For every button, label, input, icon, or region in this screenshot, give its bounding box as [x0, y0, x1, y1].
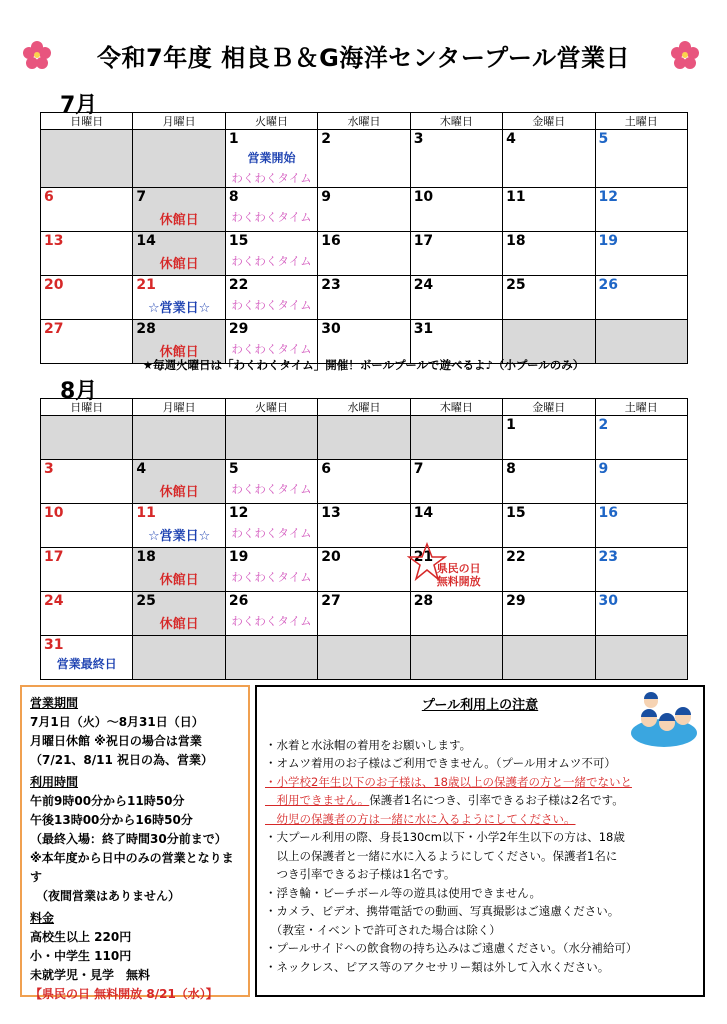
last-day-label: 営業最終日: [56, 657, 117, 671]
day-number: 28: [413, 593, 434, 609]
waku-note: ★毎週火曜日は「わくわくタイム」開催！ボールプールで遊べるよ♪（小プールのみ）: [142, 358, 585, 372]
calendar-day: [503, 188, 595, 232]
day-number: 16: [598, 505, 619, 521]
day-number: 28: [136, 321, 156, 337]
calendar-day: [225, 504, 317, 548]
waku-time-label: わくわくタイム: [231, 254, 312, 268]
hibiscus-icon: [670, 40, 700, 70]
calendar-week: [41, 460, 688, 504]
info-line: （夜間営業はありません）: [30, 889, 181, 903]
waku-time-label: わくわくタイム: [231, 526, 312, 540]
august-label: 8月: [60, 379, 98, 404]
waku-time-label: わくわくタイム: [231, 342, 312, 356]
calendar-day: [133, 548, 225, 592]
day-number: 11: [136, 505, 156, 521]
calendar-day: [410, 504, 502, 548]
info-line: 午後13時00分から16時50分: [30, 813, 193, 827]
day-number: 20: [321, 549, 341, 565]
day-number: 18: [506, 233, 526, 249]
day-number: 13: [44, 233, 64, 249]
day-number: 29: [506, 593, 526, 609]
day-number: 14: [136, 233, 156, 249]
calendar-day: [410, 636, 502, 680]
rule-line: 以上の保護者と一緒に水に入るようにしてください。保護者1名に: [265, 848, 618, 863]
info-line: 高校生以上 220円: [30, 930, 132, 944]
day-number: 24: [413, 277, 434, 293]
calendar-day: [225, 232, 317, 276]
calendar-day: [318, 636, 410, 680]
rule-line: ・カメラ、ビデオ、携帯電話での動画、写真撮影はご遠慮ください。: [265, 904, 620, 918]
rule-line: ・水着と水泳帽の着用をお願いします。: [265, 737, 472, 752]
day-number: 15: [228, 233, 249, 249]
rule-line: （教室・イベントで許可された場合は除く）: [265, 922, 501, 937]
calendar-day: [41, 636, 133, 680]
calendar-day: [410, 232, 502, 276]
calendar-week: [41, 130, 688, 188]
july-calendar: [40, 112, 688, 364]
weekday-header: 金曜日: [503, 399, 595, 416]
calendar-day: [595, 276, 687, 320]
rule-line: ・浮き輪・ビーチボール等の遊具は使用できません。: [265, 885, 541, 900]
rule-line: つき引率できるお子様は1名です。: [265, 867, 456, 881]
info-panel-left: [20, 685, 250, 1001]
day-number: 12: [598, 189, 619, 205]
calendar-day: [503, 504, 595, 548]
day-number: 20: [44, 277, 64, 293]
calendar-day: [503, 548, 595, 592]
weekday-header: 日曜日: [41, 399, 133, 416]
calendar-day: [133, 232, 225, 276]
day-number: 5: [598, 131, 609, 147]
calendar-day: [133, 188, 225, 232]
day-number: 1: [506, 417, 516, 433]
day-number: 19: [228, 549, 249, 565]
calendar-week: [41, 416, 688, 460]
calendar-day: [595, 130, 687, 188]
day-number: 31: [44, 637, 64, 653]
closed-label: 休館日: [159, 257, 199, 272]
calendar-day: [595, 460, 687, 504]
calendar-week: [41, 636, 688, 680]
august-calendar: [40, 398, 688, 680]
calendar-day: [41, 232, 133, 276]
calendar-day: [225, 130, 317, 188]
july-label: 7月: [60, 93, 98, 118]
calendar-day: [41, 276, 133, 320]
rule-line: 利用できません。保護者1名につき、引率できるお子様は2名です。: [265, 793, 624, 807]
day-number: 29: [228, 321, 249, 337]
day-number: 1: [228, 131, 239, 147]
weekday-header: 月曜日: [133, 113, 225, 130]
rule-line: ・大プール利用の際、身長130cm以下・小学2年生以下の方は、18歳: [265, 830, 625, 844]
calendar-day: [318, 416, 410, 460]
day-number: 24: [44, 593, 64, 609]
rule-line: ・オムツ着用のお子様はご利用できません。（プール用オムツ不可）: [265, 756, 616, 770]
weekday-header: 月曜日: [133, 399, 225, 416]
calendar-day: [503, 416, 595, 460]
day-number: 26: [228, 593, 249, 609]
calendar-day: [410, 548, 502, 592]
day-number: 27: [321, 593, 341, 609]
info-line: 営業期間: [30, 696, 79, 710]
calendar-week: [41, 592, 688, 636]
calendar-week: [41, 232, 688, 276]
weekday-header: 金曜日: [503, 113, 595, 130]
calendar-day: [318, 504, 410, 548]
calendar-day: [41, 504, 133, 548]
day-number: 22: [228, 277, 249, 293]
day-number: 25: [506, 277, 526, 293]
waku-time-label: わくわくタイム: [231, 210, 312, 224]
calendar-day: [410, 416, 502, 460]
calendar-day: [41, 460, 133, 504]
rules-panel: [255, 685, 705, 997]
calendar-day: [410, 276, 502, 320]
closed-label: 休館日: [159, 617, 199, 632]
calendar-day: [318, 130, 410, 188]
waku-time-label: わくわくタイム: [231, 171, 312, 185]
day-number: 14: [413, 505, 434, 521]
calendar-day: [133, 592, 225, 636]
info-line: 利用時間: [30, 775, 79, 789]
day-number: 3: [44, 461, 54, 477]
swimmers-icon: [629, 691, 699, 751]
calendar-day: [503, 460, 595, 504]
calendar-day: [410, 592, 502, 636]
special-open-label: ☆営業日☆: [147, 301, 211, 316]
calendar-day: [410, 460, 502, 504]
calendar-day: [503, 232, 595, 276]
calendar-day: [133, 504, 225, 548]
closed-label: 休館日: [159, 213, 199, 228]
calendar-day: [225, 276, 317, 320]
calendar-day: [503, 636, 595, 680]
calendar-day: [41, 130, 133, 188]
info-line: 小・中学生 110円: [30, 949, 132, 963]
calendar-day: [225, 592, 317, 636]
calendar-day: [133, 276, 225, 320]
day-number: 10: [413, 189, 434, 205]
calendar-day: [41, 548, 133, 592]
rule-line: ・プールサイドへの飲食物の持ち込みはご遠慮ください。（水分補給可）: [265, 941, 638, 955]
info-line: 料金: [30, 911, 55, 925]
weekday-header: 土曜日: [595, 399, 687, 416]
calendar-day: [318, 188, 410, 232]
weekday-header: 土曜日: [595, 113, 687, 130]
info-line: （7/21、8/11 祝日の為、営業）: [30, 753, 214, 767]
calendar-day: [133, 460, 225, 504]
calendar-day: [318, 548, 410, 592]
calendar-day: [318, 592, 410, 636]
info-line: 午前9時00分から11時50分: [30, 794, 185, 808]
info-line: 7月1日（火）～8月31日（日）: [30, 715, 204, 729]
day-number: 22: [506, 549, 526, 565]
calendar-day: [595, 416, 687, 460]
calendar-day: [225, 460, 317, 504]
calendar-day: [595, 504, 687, 548]
day-number: 26: [598, 277, 619, 293]
waku-time-label: わくわくタイム: [231, 298, 312, 312]
waku-time-label: わくわくタイム: [231, 570, 312, 584]
calendar-week: [41, 276, 688, 320]
calendar-day: [225, 188, 317, 232]
day-number: 25: [136, 593, 156, 609]
day-number: 7: [136, 189, 147, 205]
calendar-day: [225, 636, 317, 680]
day-number: 9: [598, 461, 609, 477]
weekday-header: 火曜日: [225, 399, 317, 416]
day-number: 5: [228, 461, 239, 477]
day-number: 10: [44, 505, 64, 521]
calendar-day: [225, 548, 317, 592]
calendar-week: [41, 548, 688, 592]
day-number: 30: [598, 593, 619, 609]
calendar-day: [133, 130, 225, 188]
calendar-day: [133, 636, 225, 680]
day-number: 4: [136, 461, 147, 477]
day-number: 23: [598, 549, 619, 565]
day-number: 7: [413, 461, 424, 477]
day-number: 17: [413, 233, 434, 249]
weekday-header: 水曜日: [318, 113, 410, 130]
day-number: 8: [506, 461, 516, 477]
calendar-day: [133, 416, 225, 460]
calendar-week: [41, 504, 688, 548]
info-line: 月曜日休館 ※祝日の場合は営業: [30, 734, 202, 748]
day-number: 15: [506, 505, 526, 521]
calendar-day: [41, 188, 133, 232]
day-number: 21: [136, 277, 156, 293]
waku-time-label: わくわくタイム: [231, 614, 312, 628]
day-number: 17: [44, 549, 64, 565]
weekday-header: 日曜日: [41, 113, 133, 130]
day-number: 13: [321, 505, 341, 521]
day-number: 30: [321, 321, 341, 337]
calendar-day: [595, 188, 687, 232]
day-number: 3: [413, 131, 424, 147]
special-open-label: ☆営業日☆: [147, 529, 211, 544]
day-number: 11: [506, 189, 526, 205]
day-number: 6: [321, 461, 332, 477]
opening-label: 営業開始: [247, 151, 296, 165]
rule-line: 幼児の保護者の方は一緒に水に入るようにしてください。: [265, 811, 576, 826]
weekday-header: 木曜日: [410, 399, 502, 416]
calendar-day: [41, 416, 133, 460]
calendar-day: [595, 232, 687, 276]
closed-label: 休館日: [159, 485, 199, 500]
day-number: 9: [321, 189, 332, 205]
rule-line: ・ネックレス、ピアス等のアクセサリー類は外して入水ください。: [265, 959, 610, 974]
weekday-header: 木曜日: [410, 113, 502, 130]
day-number: 27: [44, 321, 64, 337]
calendar-day: [595, 636, 687, 680]
info-line: 【県民の日 無料開放 8/21（水）】: [30, 987, 218, 1001]
calendar-day: [318, 460, 410, 504]
day-number: 16: [321, 233, 341, 249]
calendar-day: [41, 592, 133, 636]
calendar-day: [503, 130, 595, 188]
calendar-day: [318, 276, 410, 320]
calendar-week: [41, 188, 688, 232]
waku-time-label: わくわくタイム: [231, 482, 312, 496]
calendar-day: [410, 188, 502, 232]
calendar-day: [503, 592, 595, 636]
calendar-day: [595, 548, 687, 592]
info-line: ※本年度から日中のみの営業となります: [30, 851, 234, 884]
weekday-header: 火曜日: [225, 113, 317, 130]
page-title: 令和7年度 相良Ｂ＆G海洋センタープール営業日: [97, 44, 630, 72]
calendar-day: [410, 130, 502, 188]
rules-title: プール利用上の注意: [421, 698, 539, 713]
closed-label: 休館日: [159, 345, 199, 360]
day-number: 31: [413, 321, 434, 337]
info-line: （最終入場：終了時間30分前まで）: [30, 832, 227, 846]
day-number: 19: [598, 233, 619, 249]
rule-line: ・小学校2年生以下のお子様は、18歳以上の保護者の方と一緒でないと: [265, 774, 632, 789]
day-number: 2: [598, 417, 609, 433]
day-number: 4: [506, 131, 516, 147]
day-number: 23: [321, 277, 341, 293]
calendar-day: [595, 592, 687, 636]
day-number: 18: [136, 549, 156, 565]
closed-label: 休館日: [159, 573, 199, 588]
day-number: 8: [228, 189, 239, 205]
weekday-header: 水曜日: [318, 399, 410, 416]
info-line: 未就学児・見学 無料: [30, 968, 151, 982]
day-number: 12: [228, 505, 249, 521]
calendar-day: [503, 276, 595, 320]
kenmin-day-label: 県民の日 無料開放: [436, 562, 481, 588]
calendar-day: [318, 232, 410, 276]
day-number: 21: [413, 549, 434, 565]
day-number: 6: [44, 189, 54, 205]
calendar-day: [225, 416, 317, 460]
day-number: 2: [321, 131, 332, 147]
